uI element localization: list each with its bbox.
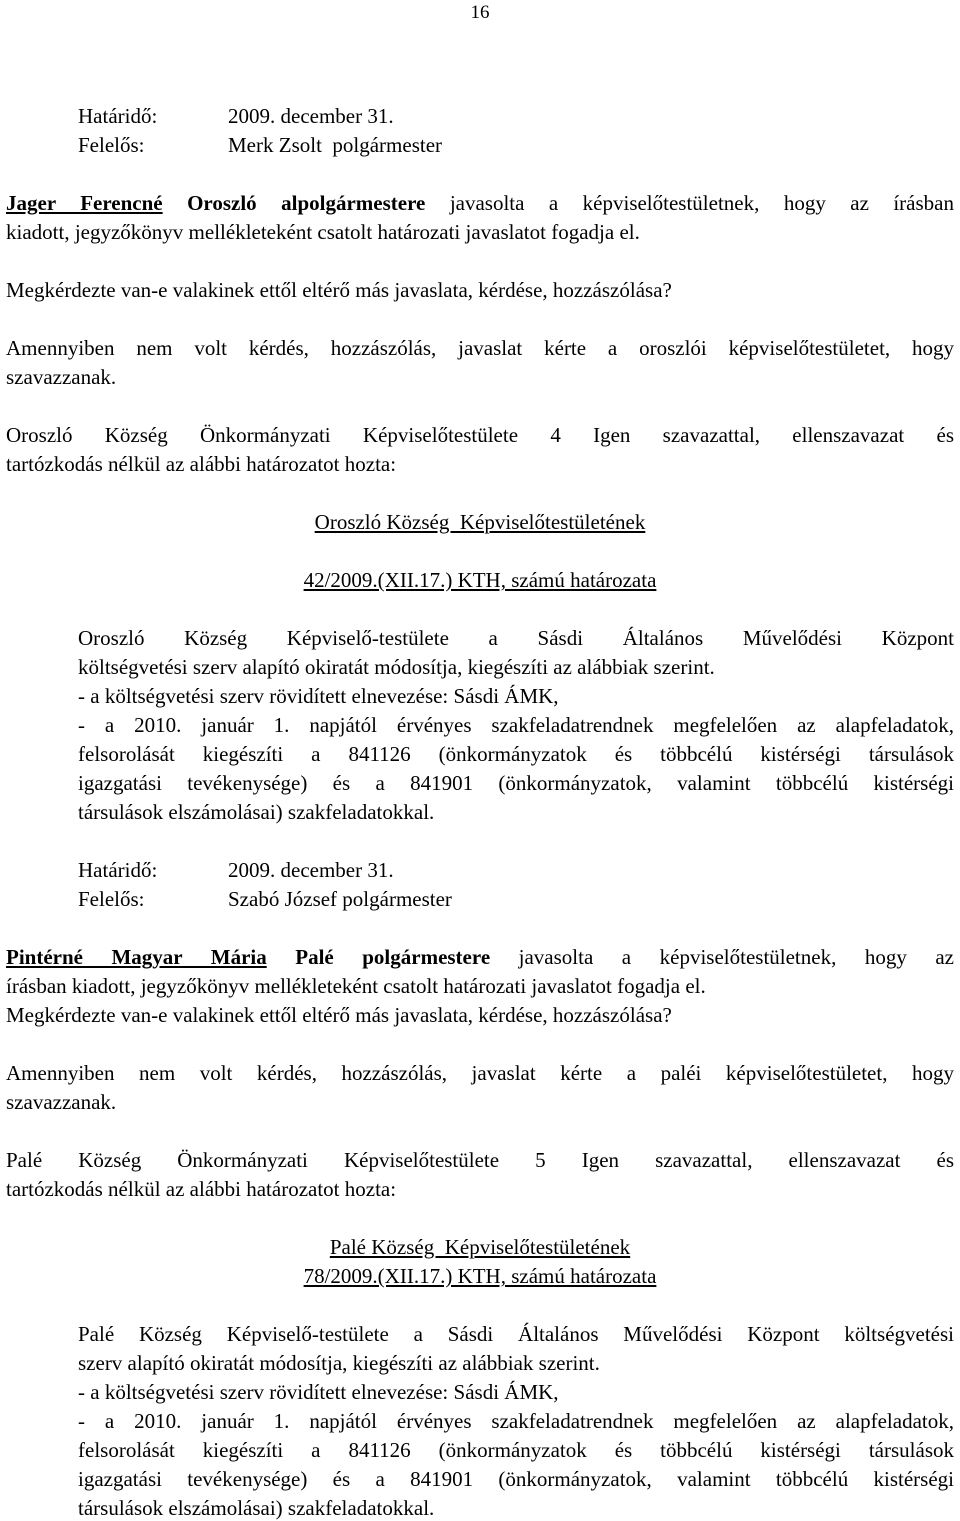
- speaker-role: Oroszló alpolgármestere: [187, 191, 426, 215]
- question-2: Megkérdezte van-e valakinek ettől eltérő más javaslata, kérdése, hozzászólása?: [6, 1003, 672, 1027]
- responsible-label: Felelős:: [78, 887, 145, 911]
- responsible-line-1: [78, 132, 442, 158]
- speaker-name: Pintérné Magyar Mária: [6, 945, 267, 969]
- resolution-2-body-line: felsorolását kiegészíti a 841126 (önkormányzatok és többcélú kistérségi társulások: [78, 1438, 954, 1462]
- resolution-1-body-line: társulások elszámolásai) szakfeladatokkal.: [78, 800, 435, 824]
- resolution-2-body-line: igazgatási tevékenysége) és a 841901 (önkormányzatok, valamint többcélú kistérségi: [78, 1467, 954, 1491]
- resolution-1-title: [0, 509, 960, 535]
- resolution-1-number-text: 42/2009.(XII.17.) KTH, számú határozata: [303, 568, 657, 592]
- resolution-1-title-text: Oroszló Község Képviselőtestületének: [314, 510, 646, 534]
- deadline-value: 2009. december 31.: [228, 104, 394, 128]
- proposal-paragraph-2-line-1: [6, 944, 954, 970]
- proposal-paragraph-2-line-2: írásban kiadott, jegyzőkönyv mellékleteként csatolt határozati javaslatot fogadja el.: [6, 974, 706, 998]
- resolution-1-body-line: - a 2010. január 1. napjától érvényes szakfeladatrendnek megfelelően az alapfeladatok,: [78, 713, 954, 737]
- deadline-value: 2009. december 31.: [228, 858, 394, 882]
- resolution-1-body-line: Oroszló Község Képviselő-testülete a Sásdi Általános Művelődési Központ: [78, 626, 954, 650]
- resolution-1-number: [0, 567, 960, 593]
- vote-result-1-line-2: tartózkodás nélkül az alábbi határozatot hozta:: [6, 452, 397, 476]
- deadline-line-1: [78, 103, 394, 129]
- page-number: 16: [470, 2, 490, 23]
- question-1: Megkérdezte van-e valakinek ettől eltérő más javaslata, kérdése, hozzászólása?: [6, 278, 672, 302]
- resolution-1-body-line: - a költségvetési szerv rövidített elnevezése: Sásdi ÁMK,: [78, 684, 559, 708]
- responsible-value: Merk Zsolt polgármester: [228, 133, 443, 157]
- vote-request-2-line-2: szavazzanak.: [6, 1090, 117, 1114]
- vote-result-2-line-2: tartózkodás nélkül az alábbi határozatot hozta:: [6, 1177, 397, 1201]
- resolution-2-body-line: szerv alapító okiratát módosítja, kiegészíti az alábbiak szerint.: [78, 1351, 600, 1375]
- speaker-name: Jager Ferencné: [6, 191, 163, 215]
- deadline-label: Határidő:: [78, 104, 158, 128]
- resolution-1-body-line: felsorolását kiegészíti a 841126 (önkormányzatok és többcélú kistérségi társulások: [78, 742, 954, 766]
- responsible-line-2: [78, 886, 452, 912]
- vote-result-2-line-1: Palé Község Önkormányzati Képviselőtestülete 5 Igen szavazattal, ellenszavazat és: [6, 1148, 954, 1172]
- resolution-2-body-line: - a 2010. január 1. napjától érvényes szakfeladatrendnek megfelelően az alapfeladatok,: [78, 1409, 954, 1433]
- proposal-paragraph-1-line-2: kiadott, jegyzőkönyv mellékleteként csatolt határozati javaslatot fogadja el.: [6, 220, 640, 244]
- resolution-2-body-line: társulások elszámolásai) szakfeladatokkal.: [78, 1496, 435, 1520]
- deadline-label: Határidő:: [78, 858, 158, 882]
- speaker-role: Palé polgármestere: [295, 945, 491, 969]
- resolution-1-body-line: igazgatási tevékenysége) és a 841901 (önkormányzatok, valamint többcélú kistérségi: [78, 771, 954, 795]
- responsible-label: Felelős:: [78, 133, 145, 157]
- resolution-1-body-line: költségvetési szerv alapító okiratát módosítja, kiegészíti az alábbiak szerint.: [78, 655, 715, 679]
- resolution-2-number-text: 78/2009.(XII.17.) KTH, számú határozata: [303, 1264, 657, 1288]
- proposal-text: javasolta a képviselőtestületnek, hogy az írásban: [449, 191, 954, 215]
- resolution-2-number: [0, 1263, 960, 1289]
- vote-request-1-line-1: Amennyiben nem volt kérdés, hozzászólás, javaslat kérte a oroszlói képviselőtestületet, hogy: [6, 336, 954, 360]
- responsible-value: Szabó József polgármester: [228, 887, 452, 911]
- proposal-paragraph-1-line-1: [6, 190, 954, 216]
- proposal-text: javasolta a képviselőtestületnek, hogy az: [518, 945, 954, 969]
- vote-request-1-line-2: szavazzanak.: [6, 365, 117, 389]
- resolution-2-body-line: Palé Község Képviselő-testülete a Sásdi Általános Művelődési Központ költségvetési: [78, 1322, 954, 1346]
- vote-result-1-line-1: Oroszló Község Önkormányzati Képviselőtestülete 4 Igen szavazattal, ellenszavazat és: [6, 423, 954, 447]
- resolution-2-body-line: - a költségvetési szerv rövidített elnevezése: Sásdi ÁMK,: [78, 1380, 559, 1404]
- deadline-line-2: [78, 857, 394, 883]
- resolution-2-title: [0, 1234, 960, 1260]
- resolution-2-title-text: Palé Község Képviselőtestületének: [329, 1235, 631, 1259]
- vote-request-2-line-1: Amennyiben nem volt kérdés, hozzászólás, javaslat kérte a paléi képviselőtestületet, hogy: [6, 1061, 954, 1085]
